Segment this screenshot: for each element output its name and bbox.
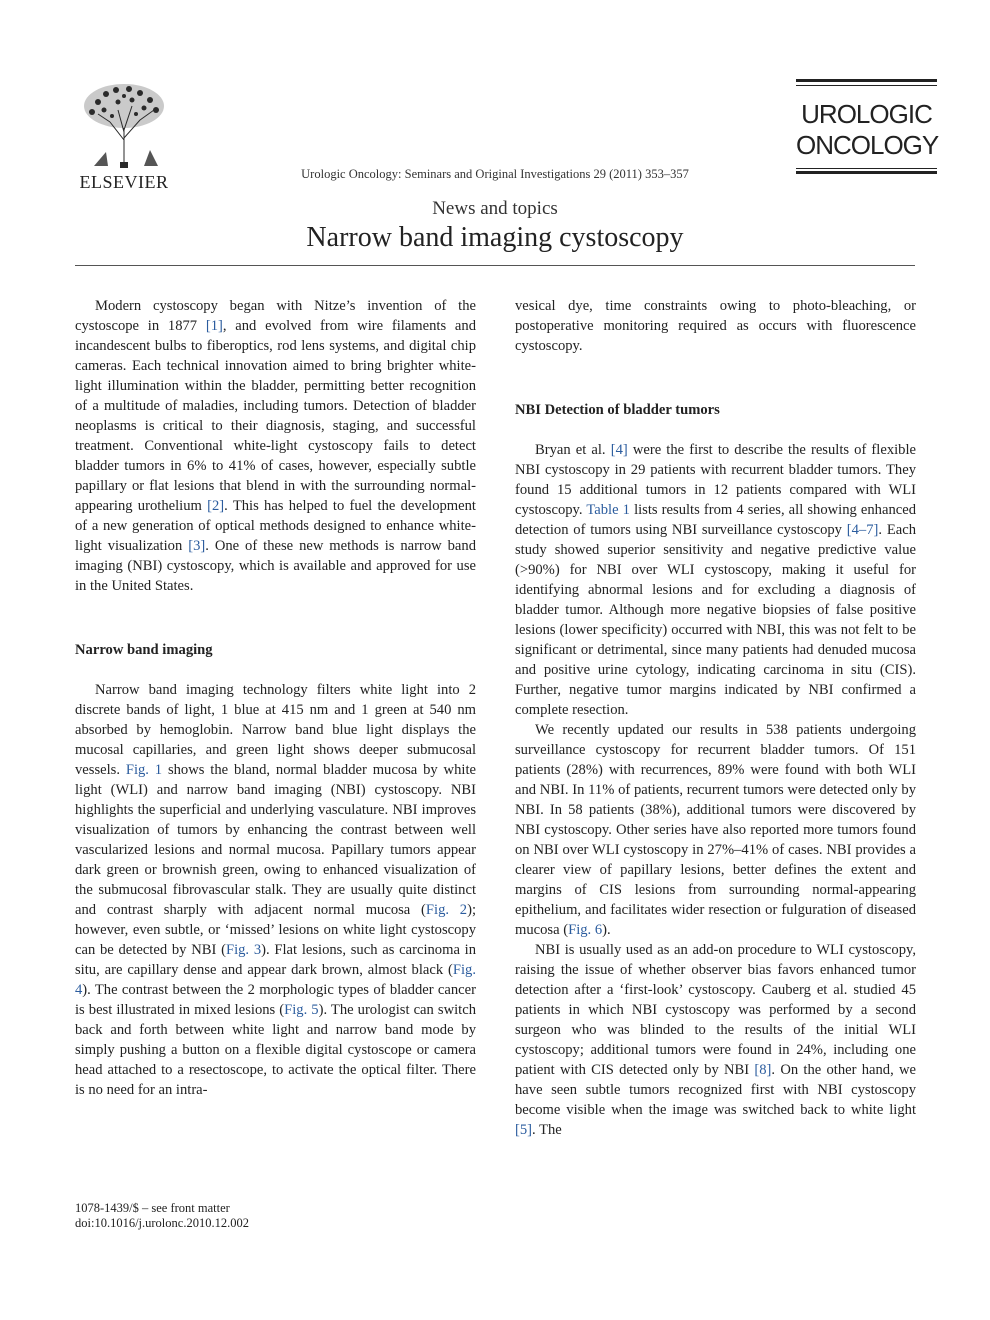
body-text: . The <box>532 1122 562 1138</box>
reference-link[interactable]: Fig. 2 <box>425 902 468 918</box>
reference-link[interactable]: [2] <box>207 498 225 514</box>
reference-link[interactable]: [8] <box>754 1062 772 1078</box>
bryan-paragraph <box>515 440 916 720</box>
spacer <box>515 356 916 400</box>
journal-brand-text <box>796 99 937 161</box>
reference-link[interactable]: Fig. 1 <box>125 762 163 778</box>
left-column <box>75 296 476 1100</box>
body-text: , and evolved from wire filaments and incandescent bulbs to fiberoptics, rod lens systems, and digital chip cameras. Each technical innovation aimed to bring brighter white-light illumination within the bladder, permitting better recognition of a multitude of maladies, including tumors. Detection of bladder neoplasms is critical to their diagnosis, staging, and successful treatment. Conventional white-light cystoscopy fails to detect bladder tumors in 6% to 41% of cases, however, especially subtle papillary or flat lesions that blend in with the surrounding normal-appearing urothelium <box>75 318 476 514</box>
spacer <box>75 660 476 680</box>
body-text: . Each study showed superior sensitivity and negative predictive value (>90%) for NBI over WLI cystoscopy, making it useful for identifying abnormal lesions and for excluding a diagnosis of bladder tumor. Although more negative biopsies of false positive lesions (lower specificity) occurred with NBI, this was not felt to be significant or detrimental, since many patients had denuded mucosa and positive urine cytology, indicating carcinoma in situ (CIS). Further, negative tumor margins indicated by NBI confirmed a complete resection. <box>515 522 916 718</box>
nbi-paragraph <box>75 680 476 1100</box>
body-text: lists results from 4 series, all showing enhanced detection of tumors using NBI surveillance cystoscopy <box>515 502 917 538</box>
page-footer <box>75 1201 249 1231</box>
brand-rule-top-thin <box>796 85 937 86</box>
body-text: We recently updated our results in 538 patients undergoing surveillance cystoscopy for recurrent bladder tumors. Of 151 patients (28%) with recurrences, 89% were found with both WLI and NBI. In 11% of patients, recurrent tumors were detected only by NBI. In 58 patients (38%), additional tumors were discovered by NBI cystoscopy. Other series have also reported more tumors found on NBI over WLI cystoscopy in 27%–41% of cases. NBI provides a clearer view of papillary lesions, better defines the extent and margins of CIS lesions from surrounding normal-appearing epithelium, and facilitates wider resection or fulguration of diseased mucosa ( <box>515 722 916 938</box>
brand-rule-bottom <box>796 171 937 174</box>
section-heading-narrow-band-imaging: Narrow band imaging <box>75 642 213 658</box>
journal-citation: Urologic Oncology: Seminars and Original Investigations 29 (2011) 353–357 <box>301 167 689 181</box>
right-column <box>515 296 916 1140</box>
issn-line: 1078-1439/$ – see front matter <box>75 1201 230 1215</box>
header-divider <box>75 265 915 266</box>
section-label: News and topics <box>432 198 558 219</box>
journal-brand-line2: ONCOLOGY <box>796 130 939 160</box>
body-text: Narrow band imaging technology filters white light into 2 discrete bands of light, 1 blue at 415 nm and 1 green at 540 nm absorbed by hemoglobin. Narrow band blue light displays the mucosal capillaries, and green light shows deeper submucosal vessels. <box>75 682 476 778</box>
body-text: . One of these new methods is narrow band imaging (NBI) cystoscopy, which is available and approved for use in the United States. <box>75 538 476 594</box>
journal-brand-line1: UROLOGIC <box>801 99 932 129</box>
body-text: were the first to describe the results of flexible NBI cystoscopy in 29 patients with recurrent bladder tumors. They found 15 additional tumors in 12 patients compared with WLI cystoscopy. <box>515 442 916 518</box>
brand-rule-top <box>796 79 937 82</box>
spacer <box>75 596 476 640</box>
reference-link[interactable]: Fig. 5 <box>284 1002 319 1018</box>
reference-link[interactable]: Fig. 6 <box>568 922 603 938</box>
reference-link[interactable]: [4] <box>610 442 628 458</box>
body-text: . This has helped to fuel the development of a new generation of optical methods designed to enhance white-light visualization <box>75 498 476 554</box>
body-text: ); however, even subtle, or ‘missed’ lesions on white light cystoscopy can be detected by NBI ( <box>75 902 477 958</box>
intro-paragraph <box>75 296 476 596</box>
body-text: ). Flat lesions, such as carcinoma in situ, are capillary dense and appear dark brown, almost black ( <box>75 942 477 978</box>
body-text: ). <box>602 922 611 938</box>
reference-link[interactable]: Fig. 4 <box>75 962 476 998</box>
body-text: . On the other hand, we have seen subtle tumors recognized first with NBI cystoscopy become visible when the image was switched back to white light <box>515 1062 916 1118</box>
body-text: Modern cystoscopy began with Nitze’s invention of the cystoscope in 1877 <box>75 298 476 334</box>
reference-link[interactable]: [1] <box>205 318 223 334</box>
add-on-procedure-paragraph <box>515 940 916 1140</box>
brand-rule-bottom-thin <box>796 168 937 169</box>
body-text: vesical dye, time constraints owing to photo-bleaching, or postoperative monitoring required as occurs with fluorescence cystoscopy. <box>515 298 916 354</box>
journal-brand <box>796 79 937 175</box>
article-title: Narrow band imaging cystoscopy <box>306 222 684 253</box>
continued-paragraph <box>515 296 916 356</box>
updated-results-paragraph <box>515 720 916 940</box>
doi-line: doi:10.1016/j.urolonc.2010.12.002 <box>75 1216 249 1230</box>
body-text: ). The urologist can switch back and forth between white light and narrow band mode by simply pushing a button on a flexible digital cystoscope or camera head attached to a resectoscope, to activate the optical filter. There is no need for an intra- <box>75 1002 476 1098</box>
body-text: NBI is usually used as an add-on procedure to WLI cystoscopy, raising the issue of whether observer bias favors enhanced tumor detection after a ‘first-look’ cystoscopy. Cauberg et al. studied 45 patients in which NBI cystoscopy was performed by a second surgeon who was blinded to the results of the initial WLI cystoscopy; additional tumors were found in 24%, including one patient with CIS detected only by NBI <box>515 942 916 1078</box>
publisher-name: ELSEVIER <box>79 172 169 192</box>
body-text: ). The contrast between the 2 morphologic types of bladder cancer is best illustrated in mixed lesions ( <box>75 982 476 1018</box>
reference-link[interactable]: Fig. 3 <box>225 942 262 958</box>
elsevier-tree-icon <box>74 80 174 168</box>
reference-link[interactable]: [5] <box>515 1122 533 1138</box>
body-text: Bryan et al. <box>535 442 611 458</box>
reference-link[interactable]: Table 1 <box>586 502 630 518</box>
reference-link[interactable]: [3] <box>188 538 206 554</box>
page-header <box>0 0 990 270</box>
reference-link[interactable]: [4–7] <box>846 522 879 538</box>
body-text: shows the bland, normal bladder mucosa by white light (WLI) and narrow band imaging (NBI) cystoscopy. NBI highlights the superficial and underlying vasculature. NBI improves visualization of tumors by enhancing the contrast between well vascularized lesions and normal mucosa. Papillary tumors appear dark green or brownish green, owing to enhanced visualization of the submucosal fibrovascular stalk. They are usually quite distinct and contrast sharply with adjacent normal mucosa ( <box>75 762 476 918</box>
section-heading-nbi-detection: NBI Detection of bladder tumors <box>515 402 720 418</box>
spacer <box>515 420 916 440</box>
